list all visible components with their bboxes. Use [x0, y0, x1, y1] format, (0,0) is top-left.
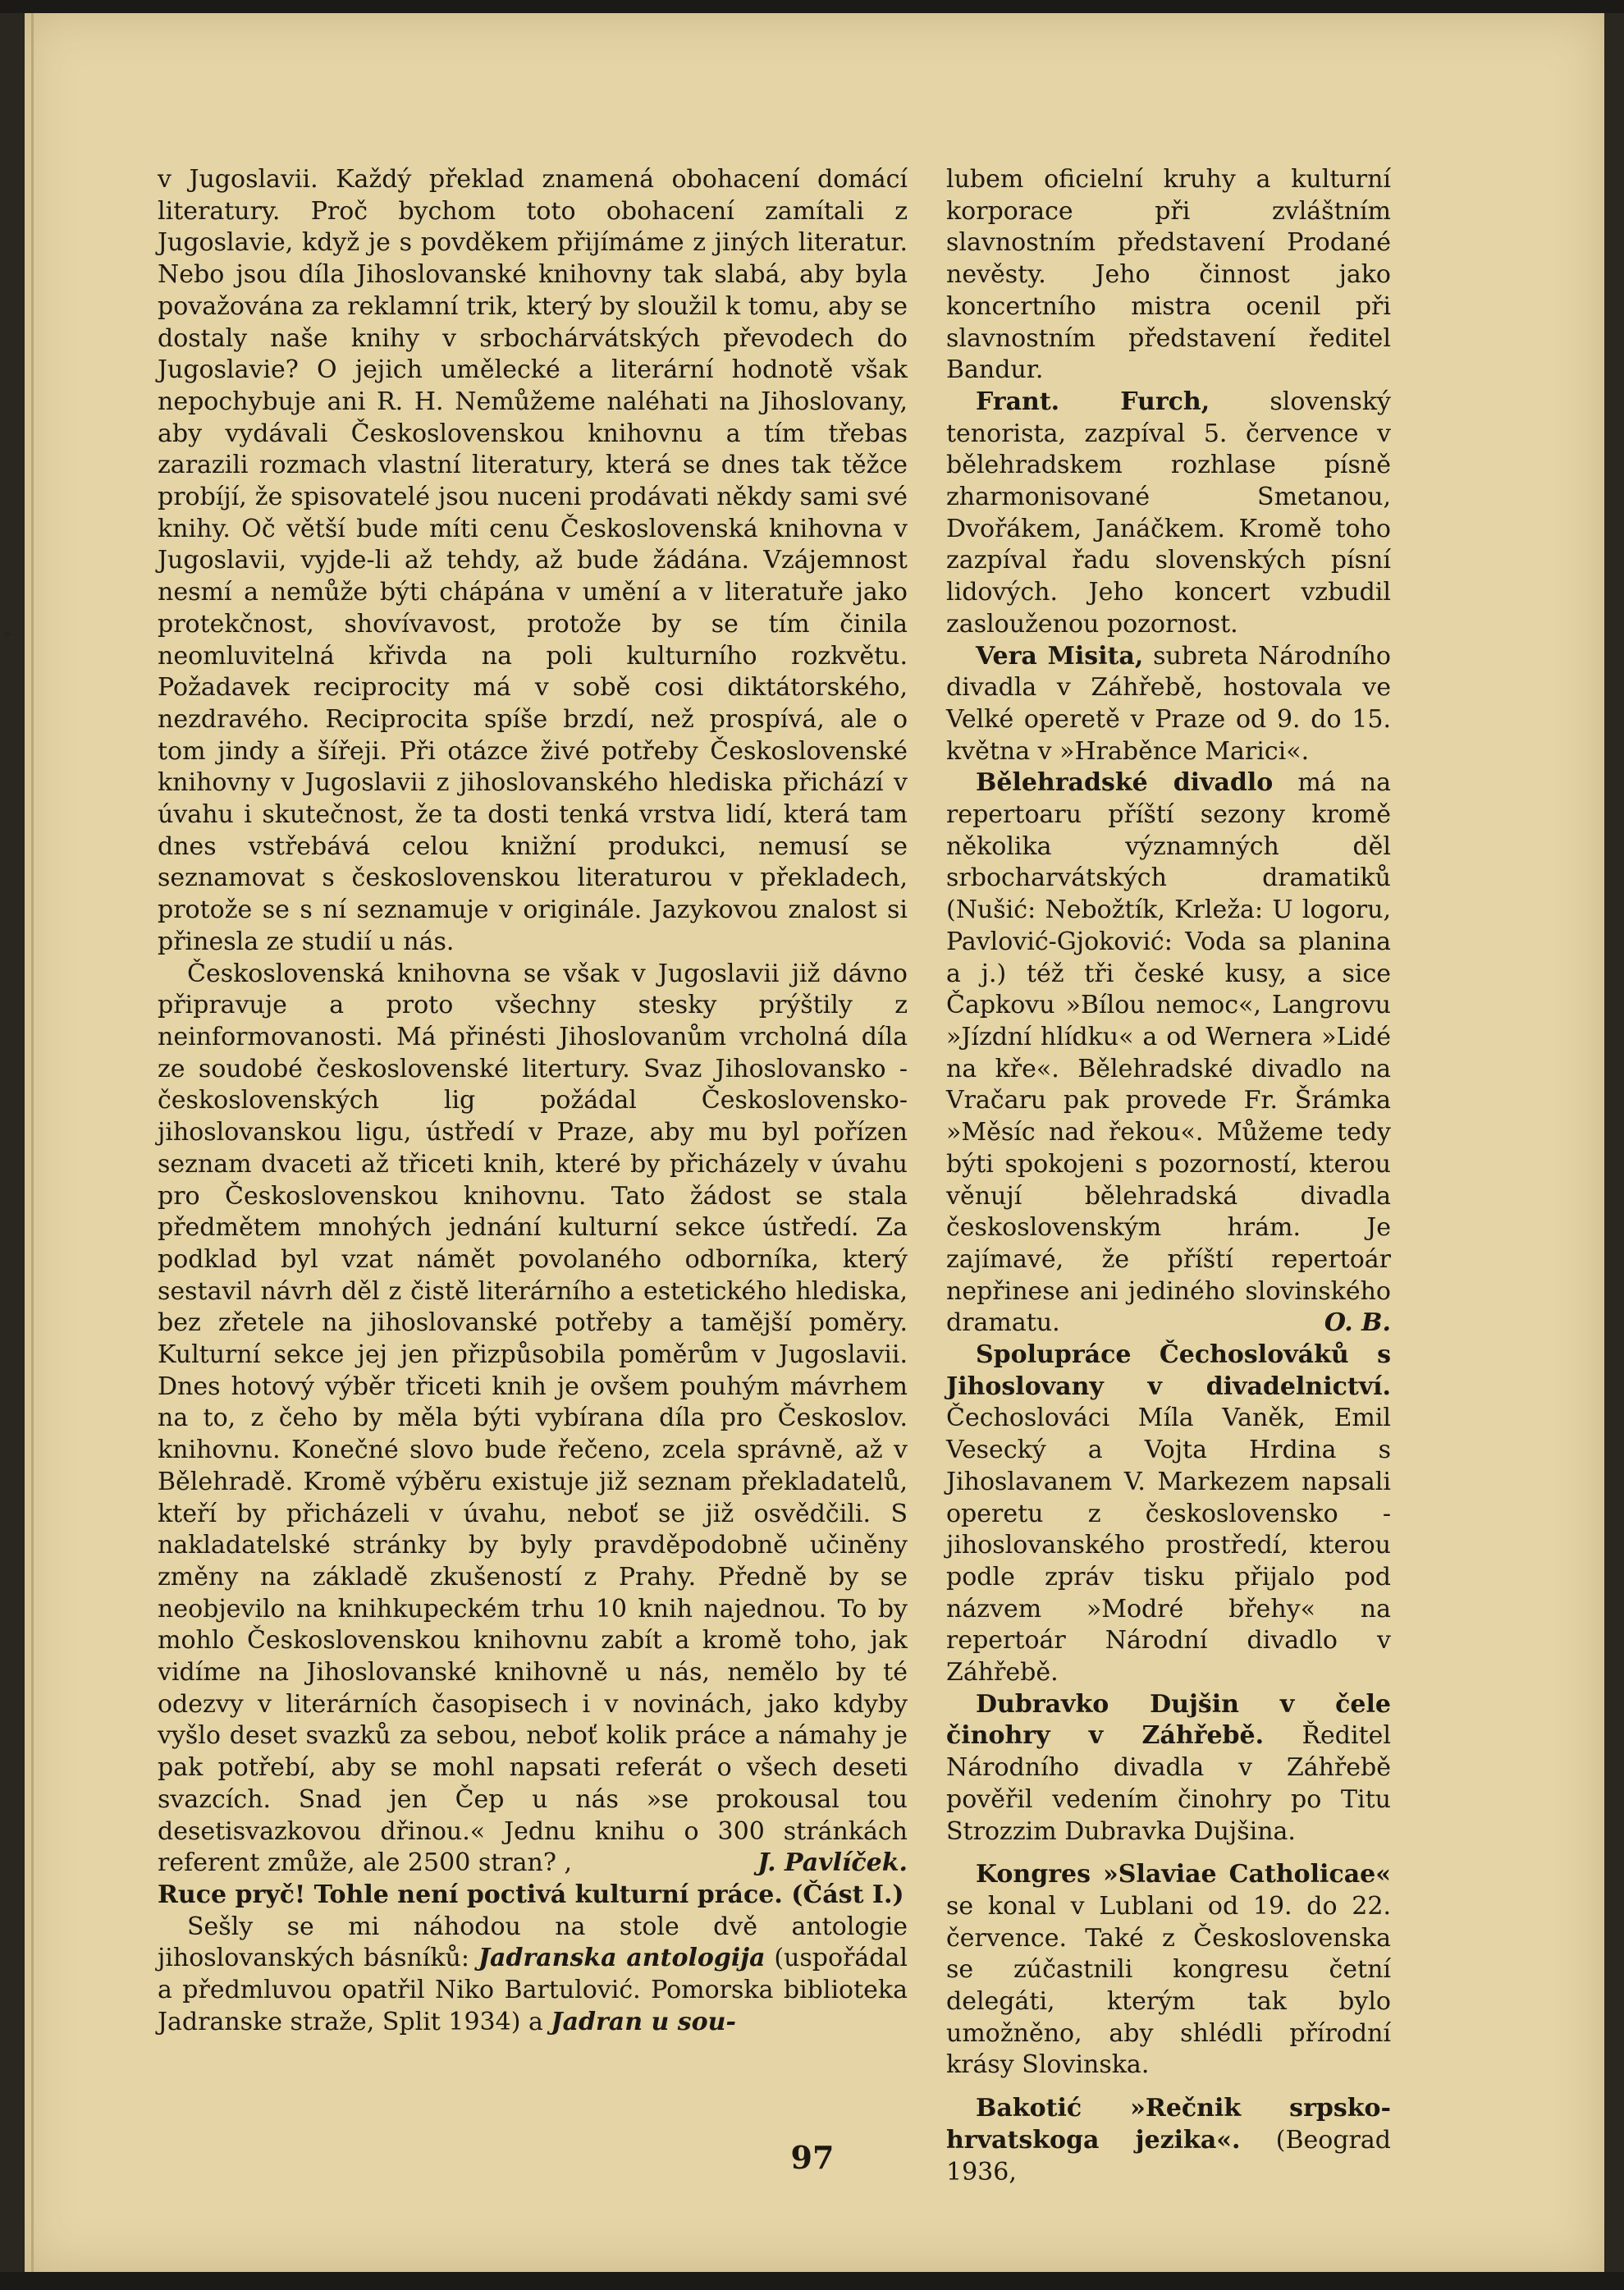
right-paragraph-3: [946, 641, 1391, 768]
left-paragraph-3-start: Sešly se mi náhodou na stole dvě antologie jihoslovanských básníků:: [158, 1912, 908, 1973]
anthology-title-1: Jadranska antologija: [478, 1944, 766, 1973]
news-lead-spoluprace: Spolupráce Čechoslováků s Jihoslovany v divadelnictví.: [946, 1340, 1391, 1401]
news-lead-dujsin: Dubravko Dujšin v čele činohry v Záhřebě.: [946, 1689, 1391, 1751]
right-paragraph-5: [946, 1340, 1391, 1689]
news-lead-misita: Vera Misita,: [976, 641, 1144, 671]
left-paragraph-1: v Jugoslavii. Každý překlad znamená obohacení domácí literatury. Proč bychom toto obohacení zamítali z Jugoslavie, když je s povděkem přijímáme z jiných literatur. Nebo jsou díla Jihoslovanské knihovny tak slabá, aby byla považována za reklamní trik, který by sloužil k tomu, aby se dostaly naše knihy v srbochárvátských převodech do Jugoslavie? O jejich umělecké a literární hodnotě však nepochybuje ani R. H. Nemůžeme naléhati na Jihoslovany, aby vydávali Československou knihovnu a tím třebas zarazili rozmach vlastní literatury, která se dnes tak těžce probíjí, že spisovatelé jsou nuceni prodávati někdy sami své knihy. Oč větší bude míti cenu Československá knihovna v Jugoslavii, vyjde-li až tehdy, až bude žádána. Vzájemnost nesmí a nemůže býti chápána v umění a v literatuře jako protekčnost, shovívavost, protože by se tím činila neomluvitelná křivda na poli kulturního rozkvětu. Požadavek reciprocity má v sobě cosi diktátorského, nezdravého. Reciprocita spíše brzdí, než prospívá, ale o tom jindy a šířeji. Při otázce živé potřeby Československé knihovny v Jugoslavii z jihoslovanského hlediska přichází v úvahu i skutečnost, že ta dosti tenká vrstva lidí, která tam dnes vstřebává celou knižní produkci, nemusí se seznamovat s československou literaturou v překladech, protože se s ní seznamuje v originále. Jazykovou znalost si přinesla ze studií u nás.: [158, 165, 908, 956]
news-text-spoluprace: Čechoslováci Míla Vaněk, Emil Vesecký a Vojta Hrdina s Jihoslavanem V. Markezem napsali operetu z československo - jihoslovanského prostředí, kterou podle zpráv tisku přijalo pod názvem »Modré břehy« na repertoár Národní divadlo v Záhřebě.: [946, 1404, 1391, 1688]
left-paragraph-3: [158, 1912, 908, 2039]
right-paragraph-6: [946, 1689, 1391, 1848]
article-heading: Ruce pryč! Tohle není poctivá kulturní práce. (Část I.): [158, 1880, 904, 1909]
news-lead-belehrad: Bělehradské divadlo: [976, 768, 1274, 798]
page-edge: [31, 13, 34, 2272]
news-text-belehrad: má na repertoaru příští sezony kromě několika významných děl srbocharvátských dramatiků (Nušić: Nebožtík, Krleža: U logoru, Pavlović-Gjoković: Voda sa planina a j.) též tři české kusy, a sice Čapkovu »Bílou nemoc«, Langrovu »Jízdní hlídku« a od Wernera »Lidé na kře«. Bělehradské divadlo na Vračaru pak provede Fr. Šrámka »Měsíc nad řekou«. Můžeme tedy býti spokojeni s pozorností, kterou věnují bělehradská divadla československým hrám. Je zajímavé, že příští repertoár nepřinese ani jediného slovinského dramatu.: [946, 768, 1391, 1338]
news-text-bakotic: (Beograd 1936,: [946, 2125, 1391, 2187]
right-paragraph-2: [946, 387, 1391, 641]
right-paragraph-8: [946, 2093, 1391, 2188]
news-lead-kongres: Kongres »Slaviae Catholicae«: [976, 1860, 1391, 1889]
anthology-title-2: Jadran u sou-: [551, 2007, 736, 2036]
right-paragraph-4: [946, 767, 1391, 1340]
right-paragraph-7: [946, 1859, 1391, 2082]
news-text-kongres: se konal v Lublani od 19. do 22. července. Také z Československa se zúčastnili kongresu četní delegáti, kterým tak bylo umožněno, aby shlédli přírodní krásy Slovinska.: [946, 1891, 1391, 2080]
news-text-furch: slovenský tenorista, zazpíval 5. července v bělehradskem rozhlase písně zharmonisované Smetanou, Dvořákem, Janáčkem. Kromě toho zazpíval řadu slovenských písní lidových. Jeho koncert vzbudil zaslouženou pozornost.: [946, 387, 1391, 639]
right-paragraph-1: lubem oficielní kruhy a kulturní korporace při zvláštním slavnostním představení Prodané nevěsty. Jeho činnost jako koncertního mistra ocenil při slavnostním představení ředitel Bandur.: [946, 165, 1391, 385]
left-paragraph-2-text: Československá knihovna se však v Jugoslavii již dávno připravuje a proto všechny stesky prýštily z neinformovanosti. Má přinésti Jihoslovanům vrcholná díla ze soudobé československé litertury. Svaz Jihoslovansko - československých lig požádal Československo-jihoslovanskou ligu, ústředí v Praze, aby mu byl pořízen seznam dvaceti až třiceti knih, které by přicházely v úvahu pro Československou knihovnu. Tato žádost se stala předmětem mnohých jednání kulturní sekce ústředí. Za podklad byl vzat námět povolaného odborníka, který sestavil návrh děl z čistě literárního a estetického hlediska, bez zřetele na jihoslovanské potřeby a tamější poměry. Kulturní sekce jej jen přizpůsobila poměrům v Jugoslavii. Dnes hotový výběr třiceti knih je ovšem pouhým mávrhem na to, z čeho by měla býti vybírana díla pro Českoslov. knihovnu. Konečné slovo bude řečeno, zcela správně, až v Bělehradě. Kromě výběru existuje již seznam překladatelů, kteří by přicházeli v úvahu, neboť se již osvědčili. S nakladatelské stránky by byly pravděpodobně učiněny změny na základě zkušeností z Prahy. Předně by se neobjevilo na knihkupeckém trhu 10 knih najednou. To by mohlo Československou knihovnu zabít a kromě toho, jak vidíme na Jihoslovanské knihovně u nás, nemělo by té odezvy v literárních časopisech i v novinách, jako kdyby vyšlo deset svazků za sebou, neboť kolik práce a námahy je pak potřebí, aby se mohl napsati referát o všech deseti svazcích. Snad jen Čep u nás »se prokousal tou desetisvazkovou dřinou.« Jednu knihu o 300 stránkách referent zmůže, ale 2500 stran? ,: [158, 959, 908, 1878]
signature: J. Pavlíček.: [757, 1848, 908, 1878]
news-lead-bakotic: Bakotić »Rečnik srpsko-hrvatskoga jezika«.: [946, 2094, 1391, 2155]
news-text-dujsin: Ředitel Národního divadla v Záhřebě pověřil vedením činohry po Titu Strozzim Dubravka Dujšina.: [946, 1721, 1391, 1846]
news-lead-furch: Frant. Furch,: [976, 387, 1210, 416]
news-text-misita: subreta Národního divadla v Záhřebě, hostovala ve Velké operetě v Praze od 9. do 15. května v »Hraběnce Marici«.: [946, 641, 1391, 766]
scan-border-top: [0, 0, 1624, 13]
scan-border-bottom: [0, 2272, 1624, 2290]
left-column: [158, 164, 908, 2038]
margin-mark: ▸: [5, 625, 12, 641]
left-paragraph-3-mid: (uspořádal a předmluvou opatřil Niko Bartulović. Pomorska biblioteka Jadranske straže, Split 1934) a: [158, 1944, 908, 2036]
signature-ob: O. B.: [1324, 1308, 1391, 1338]
right-column: [946, 164, 1391, 2188]
page-number: 97: [790, 2139, 835, 2176]
left-paragraph-2: [158, 959, 908, 1880]
